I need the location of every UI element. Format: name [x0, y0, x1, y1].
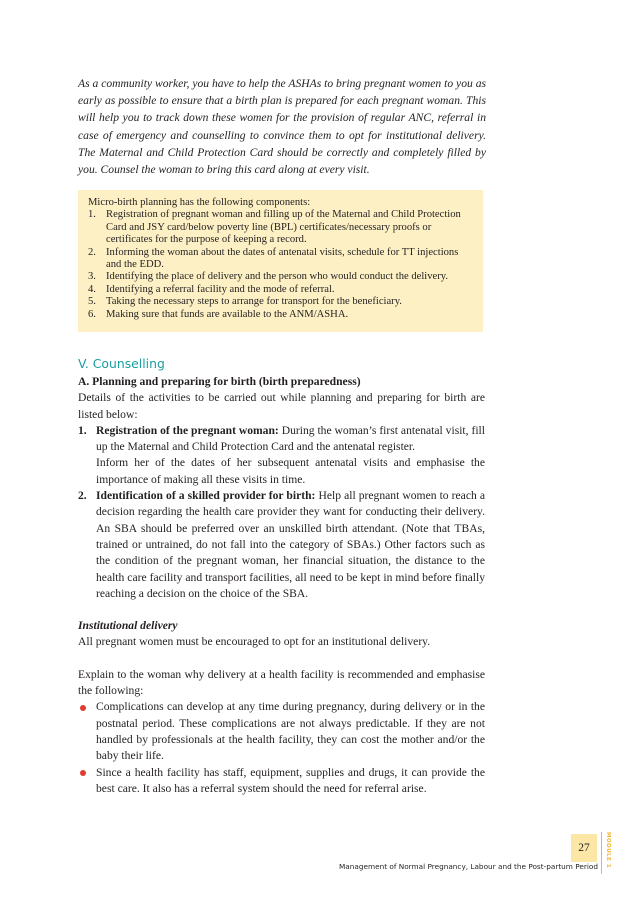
main-body — [78, 374, 485, 797]
list-item: 4. Identifying a referral facility and the mode of referral. — [88, 283, 335, 295]
bullet-icon — [80, 705, 86, 711]
micro-birth-planning-box — [78, 190, 483, 332]
item-title: Registration of the pregnant woman: — [96, 423, 279, 437]
explain-paragraph: Explain to the woman why delivery at a health facility is recommended and emphasise the following: — [78, 667, 485, 698]
numbered-item: 1. Registration of the pregnant woman: During the woman’s first antenatal visit, fill up the Maternal and Child Protection Card and the antenatal register. Inform her of the dates of her subsequent antenatal visits and emphasise the importance of making all these visits in time. — [78, 423, 485, 488]
institutional-text: All pregnant women must be encouraged to opt for an institutional delivery. — [78, 635, 431, 649]
page-number: 27 — [571, 834, 597, 862]
intro-paragraph: As a community worker, you have to help the ASHAs to bring pregnant women to you as early as possible to ensure that a birth plan is prepared for each pregnant woman. This will help you to track down these women for the provision of regular ANC, referral in case of emergency and counselling to convince them to opt for institutional delivery. The Maternal and Child Protection Card should be correctly and completely filled by you. Counsel the woman to bring this card along at every visit. — [78, 77, 486, 177]
bullet-item: Complications can develop at any time during pregnancy, during delivery or in the postnatal period. These complications are not always predictable. If they are not handled by professionals at the health facility, they can cost the mother and/or the baby their life. — [78, 699, 485, 764]
list-item: 5. Taking the necessary steps to arrange for transport for the beneficiary. — [88, 296, 402, 308]
item-extra: Inform her of the dates of her subsequent antenatal visits and emphasise the importance of making all these visits in time. — [96, 456, 485, 486]
list-item: 6. Making sure that funds are available to the ANM/ASHA. — [88, 308, 349, 320]
footer-title: Management of Normal Pregnancy, Labour and the Post-partum Period — [339, 862, 598, 871]
list-item: 2. Informing the woman about the dates of antenatal visits, schedule for TT injections and the EDD. — [88, 246, 459, 271]
lead-paragraph: Details of the activities to be carried out while planning and preparing for birth are listed below: — [78, 391, 485, 421]
institutional-heading: Institutional delivery — [78, 619, 178, 633]
module-tab: MODULE 1 — [601, 832, 612, 874]
box-list — [88, 209, 473, 321]
subheading: A. Planning and preparing for birth (birth preparedness) — [78, 375, 361, 388]
bullet-icon — [80, 770, 86, 776]
list-item: 3. Identifying the place of delivery and the person who would conduct the delivery. — [88, 271, 449, 283]
section-title: V. Counselling — [78, 356, 165, 371]
list-item: 1. Registration of pregnant woman and filling up of the Maternal and Child Protection Card and JSY card/below poverty line (BPL) certificates/necessary proofs or certificates for the purpose of keeping a record. — [88, 209, 461, 246]
numbered-item: 2. Identification of a skilled provider for birth: Help all pregnant women to reach a decision regarding the health care provider they want for conducting their delivery. An SBA should be preferred over an unskilled birth attendant. (Note that TBAs, trained or untrained, do not fall into the category of SBAs.) Other factors such as the condition of the pregnant woman, her financial situation, the distance to the health care facility and transport facilities, all need to be kept in mind before finally reaching a decision on the choice of the SBA. — [78, 489, 485, 600]
bullet-item: Since a health facility has staff, equipment, supplies and drugs, it can provide the best care. It also has a referral system should the need for referral arise. — [78, 765, 485, 798]
item-title: Identification of a skilled provider for birth: — [96, 489, 316, 503]
box-heading: Micro-birth planning has the following components: — [88, 197, 311, 208]
